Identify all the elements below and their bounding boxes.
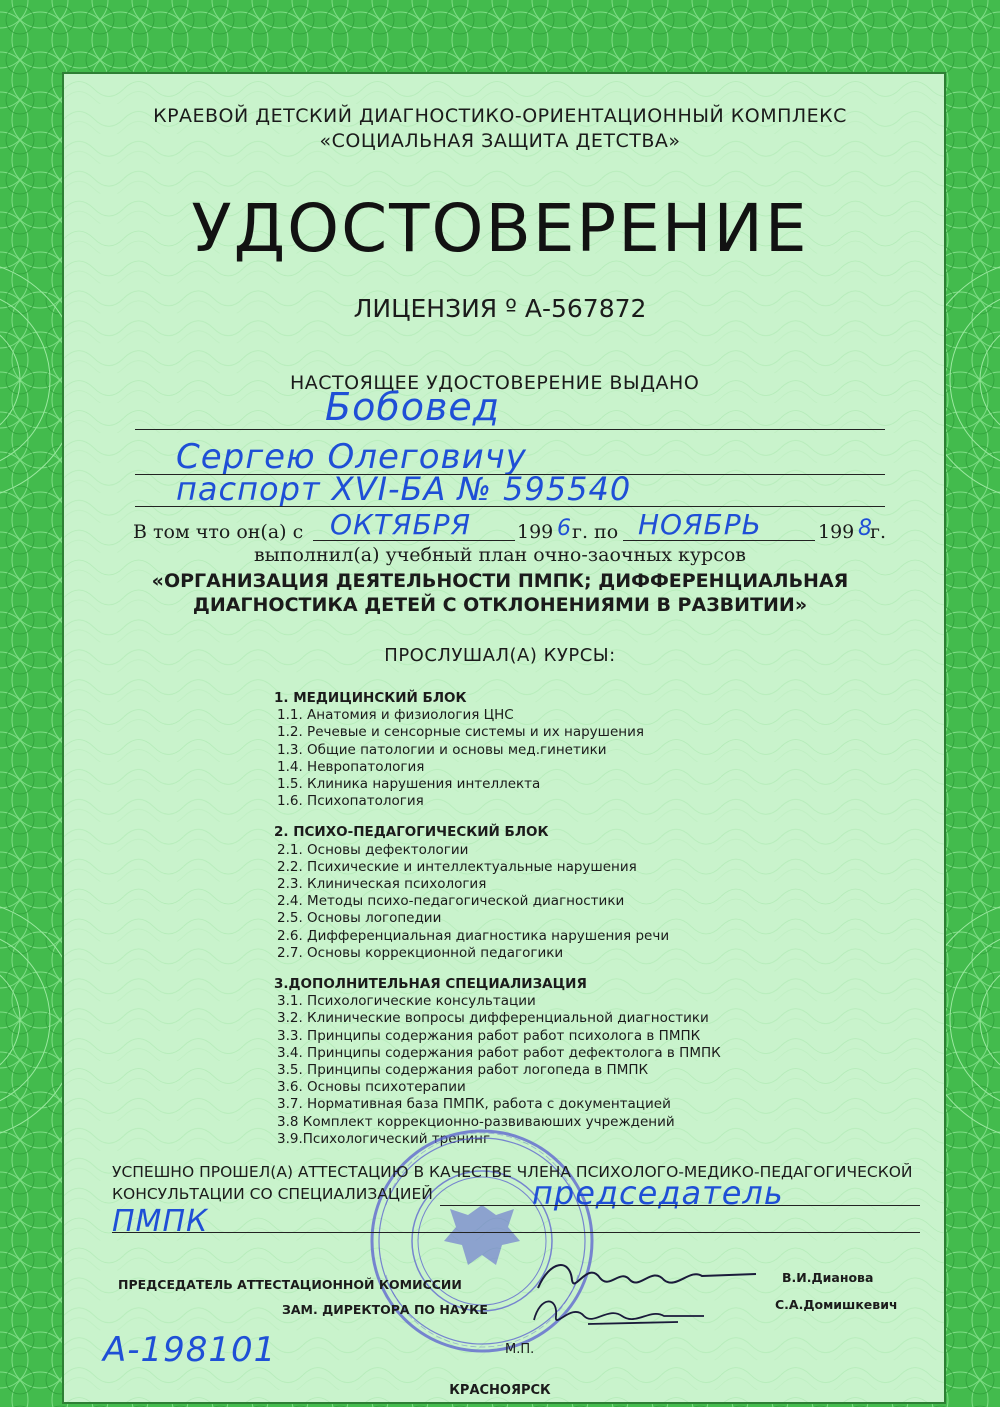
period-to-year-prefix: 199 [818, 521, 855, 543]
completed-text: выполнил(а) учебный план очно-заочных курсов [253, 544, 746, 566]
list-item: 2.2. Психические и интеллектуальные нарушения [277, 858, 637, 875]
name-line-3 [135, 506, 885, 507]
deputy-name: С.А.Домишкевич [775, 1297, 898, 1312]
period-suffix: г. [870, 521, 886, 543]
list-item: 3.2. Клинические вопросы дифференциальной диагностики [277, 1010, 709, 1027]
block-2 [274, 824, 794, 962]
list-item: 2.6. Дифференциальная диагностика нарушения речи [277, 927, 670, 944]
list-item: 1.1. Анатомия и физиология ЦНС [277, 707, 514, 724]
block-1 [274, 690, 794, 810]
list-item: 3.4. Принципы содержания работ работ дефектолога в ПМПК [277, 1044, 721, 1061]
period-to-year-hand: 8 [858, 516, 873, 541]
list-item: 1.2. Речевые и сенсорные системы и их нарушения [277, 724, 645, 741]
list-item: 1.5. Клиника нарушения интеллекта [277, 776, 541, 793]
list-item: 1.4. Невропатология [277, 758, 425, 775]
course-title-line2: ДИАГНОСТИКА ДЕТЕЙ С ОТКЛОНЕНИЯМИ В РАЗВИТИИ» [192, 594, 808, 616]
org-name-line1: КРАЕВОЙ ДЕТСКИЙ ДИАГНОСТИКО-ОРИЕНТАЦИОННЫЙ КОМПЛЕКС [153, 105, 847, 127]
list-item: 3.7. Нормативная база ПМПК, работа с документацией [277, 1096, 671, 1113]
holder-name: Сергею Олеговичу [176, 437, 527, 477]
list-item: 1.3. Общие патологии и основы мед.гинетики [277, 741, 607, 758]
period-from-month: ОКТЯБРЯ [330, 508, 472, 541]
list-item: 3.6. Основы психотерапии [277, 1079, 466, 1096]
block-title: 2. ПСИХО-ПЕДАГОГИЧЕСКИЙ БЛОК [274, 824, 549, 841]
block-title: 3.ДОПОЛНИТЕЛЬНАЯ СПЕЦИАЛИЗАЦИЯ [274, 976, 587, 993]
period-prefix: В том что он(а) с [133, 521, 304, 543]
to-month-line [623, 540, 815, 541]
issued-to-label: НАСТОЯЩЕЕ УДОСТОВЕРЕНИЕ ВЫДАНО [290, 372, 700, 394]
list-item: 1.6. Психопатология [277, 793, 424, 810]
list-item: 2.3. Клиническая психология [277, 876, 487, 893]
block-title: 1. МЕДИЦИНСКИЙ БЛОК [274, 690, 467, 706]
list-item: 3.8 Комплект коррекционно-развиваюших учреждений [277, 1113, 675, 1130]
attestation-line2: КОНСУЛЬТАЦИИ СО СПЕЦИАЛИЗАЦИЕЙ [112, 1185, 433, 1203]
list-item: 3.3. Принципы содержания работ работ психолога в ПМПК [277, 1027, 701, 1044]
list-item: 2.4. Методы психо-педагогической диагностики [277, 893, 625, 910]
city: КРАСНОЯРСК [449, 1383, 551, 1398]
chair-name: В.И.Дианова [782, 1270, 874, 1285]
from-month-line [313, 540, 515, 541]
org-name-line2: «СОЦИАЛЬНАЯ ЗАЩИТА ДЕТСТВА» [319, 130, 681, 152]
holder-passport: паспорт XVI-БА № 595540 [176, 470, 632, 508]
license-number: ЛИЦЕНЗИЯ º А-567872 [353, 294, 647, 323]
attestation-specialization: ПМПК [112, 1204, 209, 1239]
period-to-month: НОЯБРЬ [638, 508, 762, 541]
name-line-1 [135, 429, 885, 430]
period-mid: г. по [572, 521, 619, 543]
seal-place-mark: М.П. [505, 1342, 535, 1357]
attestation-role: председатель [532, 1174, 784, 1212]
block-3 [274, 976, 794, 1148]
chair-label: ПРЕДСЕДАТЕЛЬ АТТЕСТАЦИОННОЙ КОМИССИИ [118, 1277, 462, 1292]
list-item: 3.9.Психологический тренинг [277, 1130, 491, 1147]
list-item: 3.5. Принципы содержания работ логопеда в ПМПК [277, 1062, 649, 1079]
deputy-label: ЗАМ. ДИРЕКТОРА ПО НАУКЕ [282, 1302, 488, 1317]
document-title: УДОСТОВЕРЕНИЕ [191, 190, 809, 267]
attestation-line-b [112, 1232, 920, 1233]
course-title-line1: «ОРГАНИЗАЦИЯ ДЕЯТЕЛЬНОСТИ ПМПК; ДИФФЕРЕНЦИАЛЬНАЯ [151, 570, 849, 592]
period-from-year-hand: 6 [557, 516, 572, 541]
courses-list [274, 690, 794, 1148]
list-item: 2.7. Основы коррекционной педагогики [277, 944, 564, 961]
list-item: 3.1. Психологические консультации [277, 993, 536, 1010]
period-from-year-prefix: 199 [517, 521, 554, 543]
holder-surname: Бобовед [325, 385, 501, 429]
attestation-line1: УСПЕШНО ПРОШЕЛ(А) АТТЕСТАЦИЮ В КАЧЕСТВЕ ЧЛЕНА ПСИХОЛОГО-МЕДИКО-ПЕДАГОГИЧЕСКОЙ [112, 1163, 913, 1181]
deputy-signature [528, 1290, 708, 1335]
courses-heading: ПРОСЛУШАЛ(А) КУРСЫ: [384, 645, 616, 666]
attestation-line-a [440, 1205, 920, 1206]
registration-number: А-198101 [103, 1330, 277, 1370]
list-item: 2.5. Основы логопедии [277, 910, 442, 927]
list-item: 2.1. Основы дефектологии [277, 841, 469, 858]
